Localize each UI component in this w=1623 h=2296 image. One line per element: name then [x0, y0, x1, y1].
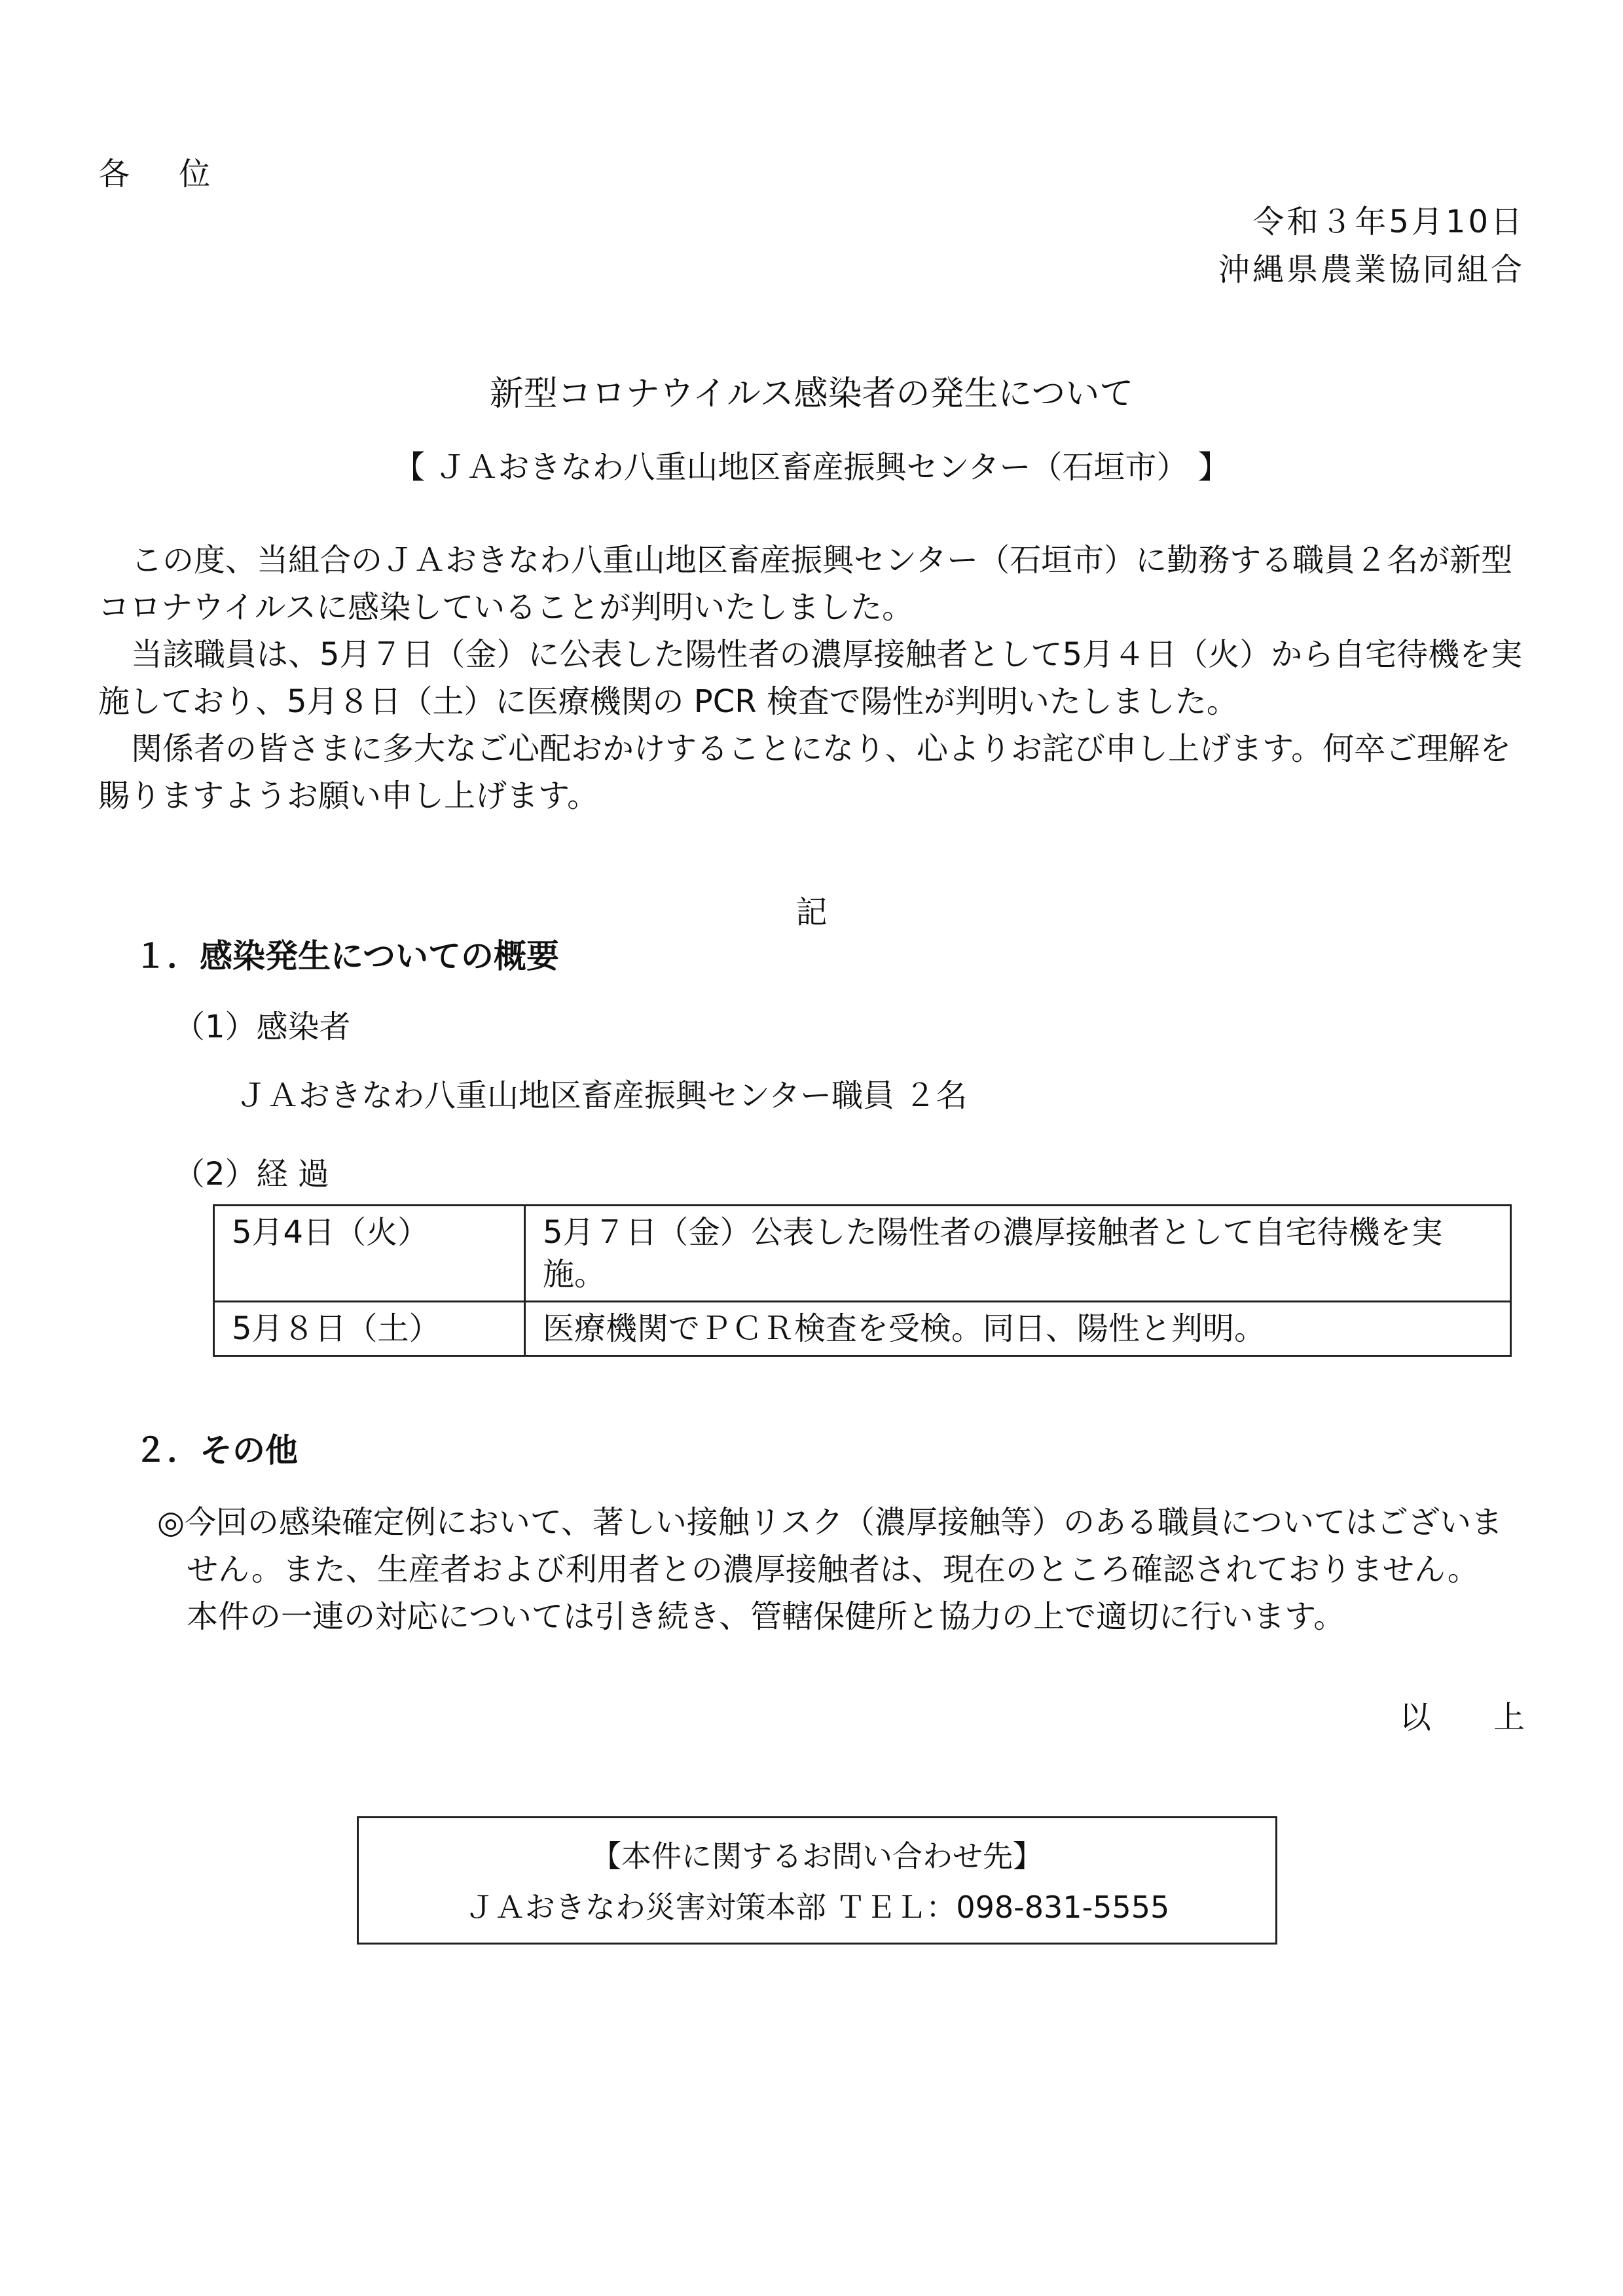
ki-marker: 記	[795, 894, 828, 931]
body-paragraph-2: 当該職員は、5月７日（金）に公表した陽性者の濃厚接触者として5月４日（火）から自宅待機を実施しており、5月８日（土）に医療機関の PCR 検査で陽性が判明いたしました。	[98, 636, 1523, 720]
timeline-event: 医療機関でＰＣＲ検査を受検。同日、陽性と判明。	[525, 1302, 1511, 1356]
section-2-line-1: ◎今回の感染確定例において、著しい接触リスク（濃厚接触等）のある職員についてはございません。また、生産者および利用者との濃厚接触者は、現在のところ確認されておりません。	[157, 1504, 1503, 1588]
body-paragraph-1: この度、当組合のＪＡおきなわ八重山地区畜産振興センター（石垣市）に勤務する職員２名が新型コロナウイルスに感染していることが判明いたしました。	[98, 542, 1513, 626]
contact-info: ＪＡおきなわ災害対策本部 ＴＥＬ：098-831-5555	[464, 1890, 1170, 1925]
issuer-name: 沖縄県農業協同組合	[1218, 251, 1525, 288]
document-title: 新型コロナウイルス感染者の発生について	[489, 374, 1134, 414]
contact-title: 【本件に関するお問い合わせ先】	[591, 1839, 1043, 1874]
contact-box	[357, 1816, 1277, 1945]
table-row	[214, 1206, 1511, 1302]
document-date: 令和３年5月10日	[1252, 204, 1525, 240]
timeline-event: 5月７日（金）公表した陽性者の濃厚接触者として自宅待機を実施。	[525, 1206, 1511, 1302]
body-text	[98, 537, 1525, 819]
section-1-sub1-label: （1）感染者	[173, 1009, 351, 1045]
body-paragraph-3: 関係者の皆さまに多大なご心配おかけすることになり、心よりお詫び申し上げます。何卒ご理解を賜りますようお願い申し上げます。	[98, 730, 1512, 814]
infected-persons-text: ＪＡおきなわ八重山地区畜産振興センター職員 ２名	[236, 1077, 968, 1114]
timeline-date: 5月８日（土）	[214, 1302, 525, 1356]
timeline-table	[213, 1204, 1512, 1357]
section-1-sub2-label: （2）経 過	[173, 1156, 329, 1193]
closing-mark: 以 上	[1399, 1699, 1551, 1736]
section-1-heading: １．感染発生についての概要	[134, 937, 559, 975]
section-2-heading: ２．その他	[134, 1431, 298, 1469]
document-subtitle: 【 ＪＡおきなわ八重山地区畜産振興センター（石垣市） 】	[393, 449, 1230, 486]
section-2-line-2: 本件の一連の対応については引き続き、管轄保健所と協力の上で適切に行います。	[187, 1598, 1345, 1635]
addressee: 各 位	[98, 156, 230, 192]
table-row	[214, 1302, 1511, 1356]
section-2-body	[157, 1499, 1525, 1640]
timeline-date: 5月4日（火）	[214, 1206, 525, 1302]
